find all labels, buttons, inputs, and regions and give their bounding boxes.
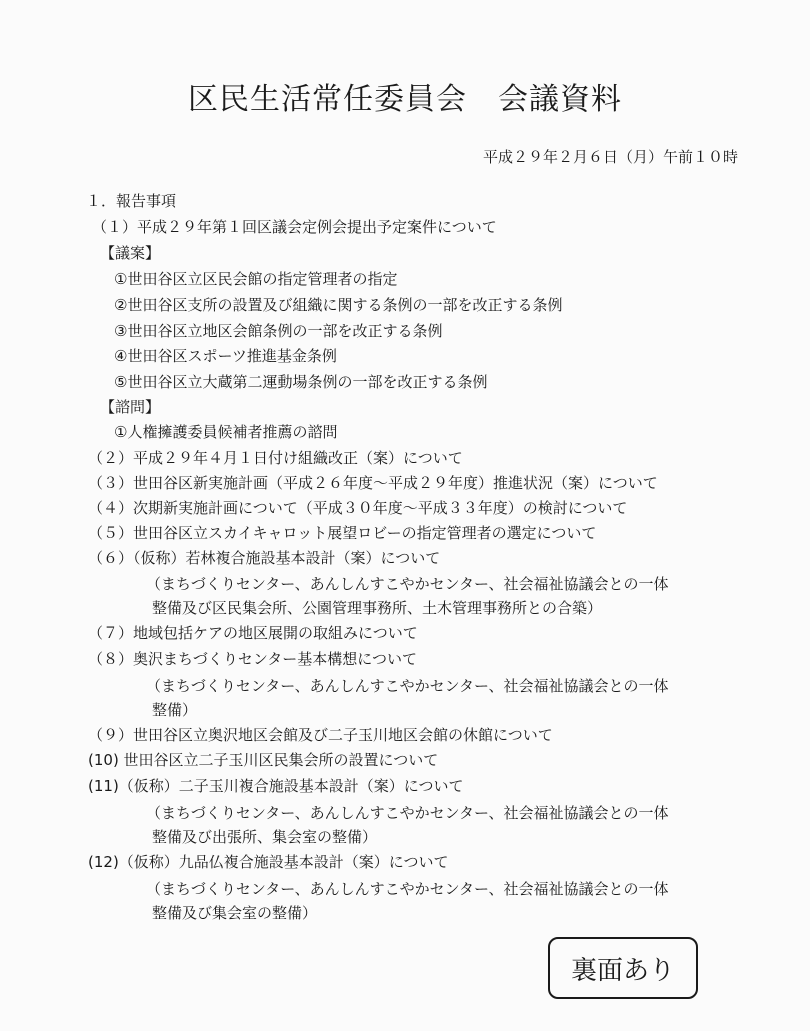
report-item-5: （５）世田谷区立スカイキャロット展望ロビーの指定管理者の選定について: [88, 524, 597, 542]
meeting-date: 平成２９年２月６日（月）午前１０時: [482, 148, 738, 166]
bill-item: ⑤世田谷区立大蔵第二運動場条例の一部を改正する条例: [114, 373, 488, 391]
section-heading: １．報告事項: [86, 192, 177, 210]
report-item-6-note: （まちづくりセンター、あんしんすこやかセンター、社会福祉協議会との一体: [146, 575, 669, 593]
bill-item: ①世田谷区立区民会館の指定管理者の指定: [114, 270, 398, 288]
report-item-6-note: 整備及び区民集会所、公園管理事務所、土木管理事務所との合築）: [152, 599, 603, 617]
report-item-4: （４）次期新実施計画について（平成３０年度～平成３３年度）の検討について: [88, 499, 628, 517]
report-item-11-note: （まちづくりセンター、あんしんすこやかセンター、社会福祉協議会との一体: [146, 804, 669, 822]
report-item-6: （６）（仮称）若林複合施設基本設計（案）について: [88, 549, 441, 567]
report-item-1: （１）平成２９年第１回区議会定例会提出予定案件について: [92, 218, 497, 236]
report-item-12-note: 整備及び集会室の整備）: [152, 904, 318, 922]
bill-item: ③世田谷区立地区会館条例の一部を改正する条例: [114, 322, 443, 340]
bill-item: ④世田谷区スポーツ推進基金条例: [114, 347, 337, 365]
report-item-8-note: 整備）: [152, 701, 198, 719]
bill-item: ②世田谷区支所の設置及び組織に関する条例の一部を改正する条例: [114, 296, 563, 314]
report-item-12-note: （まちづくりセンター、あんしんすこやかセンター、社会福祉協議会との一体: [146, 880, 669, 898]
report-item-12: (12)（仮称）九品仏複合施設基本設計（案）について: [88, 853, 449, 871]
inquiry-item: ①人権擁護委員候補者推薦の諮問: [114, 423, 338, 441]
report-item-10: (10) 世田谷区立二子玉川区民集会所の設置について: [88, 751, 439, 769]
report-item-2: （２）平成２９年４月１日付け組織改正（案）について: [88, 449, 463, 467]
report-item-3: （３）世田谷区新実施計画（平成２６年度～平成２９年度）推進状況（案）について: [88, 474, 658, 492]
report-item-8-note: （まちづくりセンター、あんしんすこやかセンター、社会福祉協議会との一体: [146, 677, 669, 695]
bill-heading: 【議案】: [100, 244, 161, 262]
report-item-8: （８）奥沢まちづくりセンター基本構想について: [88, 650, 417, 668]
document-title: 区民生活常任委員会 会議資料: [188, 82, 622, 117]
report-item-11-note: 整備及び出張所、集会室の整備）: [152, 828, 378, 846]
report-item-7: （７）地域包括ケアの地区展開の取組みについて: [88, 624, 418, 642]
reverse-side-stamp: 裏面あり: [548, 937, 698, 999]
report-item-9: （９）世田谷区立奥沢地区会館及び二子玉川地区会館の休館について: [88, 726, 553, 744]
inquiry-heading: 【諮問】: [100, 398, 161, 416]
report-item-11: (11)（仮称）二子玉川複合施設基本設計（案）について: [88, 777, 464, 795]
